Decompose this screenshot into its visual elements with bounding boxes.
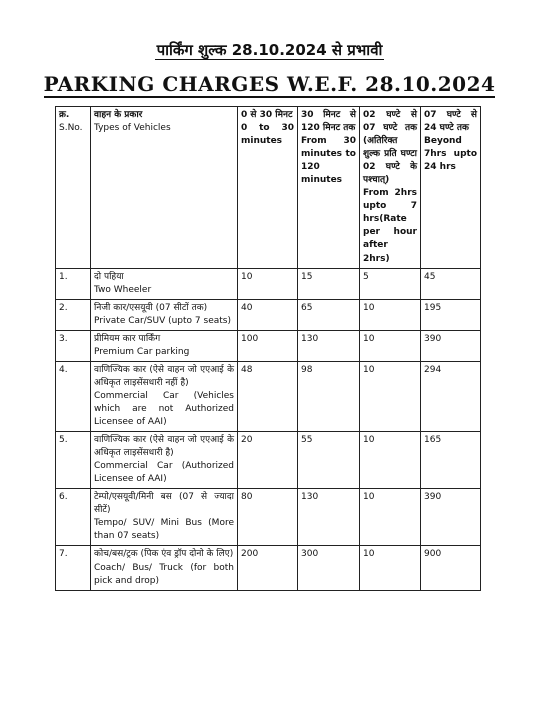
row-vehicle-type	[91, 546, 238, 590]
header-2-7-hrs	[360, 107, 421, 269]
charge-0-30-min: 48	[238, 361, 298, 431]
charge-7-24-hrs: 45	[421, 268, 481, 299]
header-30-120-min	[298, 107, 360, 269]
charge-30-120-min: 15	[298, 268, 360, 299]
header-c1-english: 0 to 30 minutes	[241, 123, 294, 147]
vehicle-english: Private Car/SUV (upto 7 seats)	[94, 315, 231, 326]
charge-2-7-hrs: 10	[360, 546, 421, 590]
title-english	[0, 72, 539, 96]
header-vehicle-hindi: वाहन के प्रकार	[94, 110, 143, 120]
header-c1-hindi: 0 से 30 मिनट	[241, 110, 293, 120]
table-row	[56, 299, 481, 330]
header-c4-hindi: 07 घण्टे से 24 घण्टे तक	[424, 110, 477, 134]
charge-2-7-hrs: 10	[360, 299, 421, 330]
vehicle-hindi: वाणिज्यिक कार (ऐसे वाहन जो एएआई के अधिकृत लाइसेंसधारी नहीं है)	[94, 364, 234, 388]
row-sno: 3.	[56, 330, 91, 361]
table-row	[56, 489, 481, 546]
row-sno: 2.	[56, 299, 91, 330]
header-sno	[56, 107, 91, 269]
header-vehicle-type	[91, 107, 238, 269]
charge-30-120-min: 98	[298, 361, 360, 431]
vehicle-english: Coach/ Bus/ Truck (for both pick and drop)	[94, 562, 234, 586]
table-row	[56, 546, 481, 590]
header-vehicle-english: Types of Vehicles	[94, 123, 171, 134]
row-vehicle-type	[91, 361, 238, 431]
row-vehicle-type	[91, 489, 238, 546]
charge-7-24-hrs: 390	[421, 489, 481, 546]
header-c4-english: Beyond 7hrs upto 24 hrs	[424, 136, 477, 173]
title-hindi	[0, 40, 539, 60]
table-header-row	[56, 107, 481, 269]
charge-7-24-hrs: 390	[421, 330, 481, 361]
table-row	[56, 330, 481, 361]
vehicle-hindi: वाणिज्यिक कार (ऐसे वाहन जो एएआई के अधिकृत लाइसेंसधारी है)	[94, 435, 234, 459]
table-row	[56, 268, 481, 299]
header-c3-english: From 2hrs upto 7 hrs(Rate per hour after 2hrs)	[363, 188, 417, 264]
charge-2-7-hrs: 5	[360, 268, 421, 299]
charge-2-7-hrs: 10	[360, 361, 421, 431]
charge-0-30-min: 20	[238, 432, 298, 489]
charge-0-30-min: 10	[238, 268, 298, 299]
vehicle-hindi: कोच/बस/ट्रक (पिक एंव ड्रॉप दोनो के लिए)	[94, 549, 234, 560]
charge-7-24-hrs: 195	[421, 299, 481, 330]
charge-30-120-min: 130	[298, 489, 360, 546]
header-0-30-min	[238, 107, 298, 269]
row-sno: 5.	[56, 432, 91, 489]
row-sno: 1.	[56, 268, 91, 299]
header-c2-english: From 30 minutes to 120 minutes	[301, 136, 356, 186]
charge-2-7-hrs: 10	[360, 432, 421, 489]
row-vehicle-type	[91, 299, 238, 330]
header-sno-english: S.No.	[59, 123, 83, 134]
parking-charges-table	[55, 106, 481, 591]
vehicle-english: Premium Car parking	[94, 346, 190, 357]
charge-30-120-min: 55	[298, 432, 360, 489]
charge-0-30-min: 200	[238, 546, 298, 590]
charge-2-7-hrs: 10	[360, 489, 421, 546]
title-hindi-text: पार्किंग शुल्क 28.10.2024 से प्रभावी	[156, 41, 383, 59]
charge-2-7-hrs: 10	[360, 330, 421, 361]
vehicle-english: Tempo/ SUV/ Mini Bus (More than 07 seats)	[94, 518, 234, 542]
charge-30-120-min: 300	[298, 546, 360, 590]
row-sno: 6.	[56, 489, 91, 546]
vehicle-english: Commercial Car (Authorized Licensee of AAI)	[94, 461, 234, 485]
charge-7-24-hrs: 294	[421, 361, 481, 431]
vehicle-english: Two Wheeler	[94, 284, 152, 295]
charge-0-30-min: 40	[238, 299, 298, 330]
row-vehicle-type	[91, 432, 238, 489]
vehicle-hindi: दो पहिया	[94, 271, 124, 282]
title-english-text: PARKING CHARGES W.E.F. 28.10.2024	[43, 72, 496, 96]
charge-7-24-hrs: 165	[421, 432, 481, 489]
table-row	[56, 432, 481, 489]
header-7-24-hrs	[421, 107, 481, 269]
row-vehicle-type	[91, 330, 238, 361]
vehicle-english: Commercial Car (Vehicles which are not Authorized Licensee of AAI)	[94, 390, 234, 428]
vehicle-hindi: प्रीमियम कार पार्किंग	[94, 333, 161, 344]
charge-0-30-min: 100	[238, 330, 298, 361]
header-sno-hindi: क्र.	[59, 110, 70, 120]
table-row	[56, 361, 481, 431]
charge-30-120-min: 130	[298, 330, 360, 361]
row-sno: 4.	[56, 361, 91, 431]
header-c2-hindi: 30 मिनट से 120 मिनट तक	[301, 110, 356, 134]
charge-30-120-min: 65	[298, 299, 360, 330]
vehicle-hindi: निजी कार/एसयूवी (07 सीटों तक)	[94, 302, 208, 313]
row-vehicle-type	[91, 268, 238, 299]
header-c3-hindi: 02 घण्टे से 07 घण्टे तक (अतिरिक्त शुल्क प्रति घण्टा 02 घण्टे के पश्चात्)	[363, 110, 417, 186]
charge-7-24-hrs: 900	[421, 546, 481, 590]
vehicle-hindi: टेम्पो/एसयूवी/मिनी बस (07 से ज्यादा सीटें)	[94, 492, 234, 516]
row-sno: 7.	[56, 546, 91, 590]
charge-0-30-min: 80	[238, 489, 298, 546]
